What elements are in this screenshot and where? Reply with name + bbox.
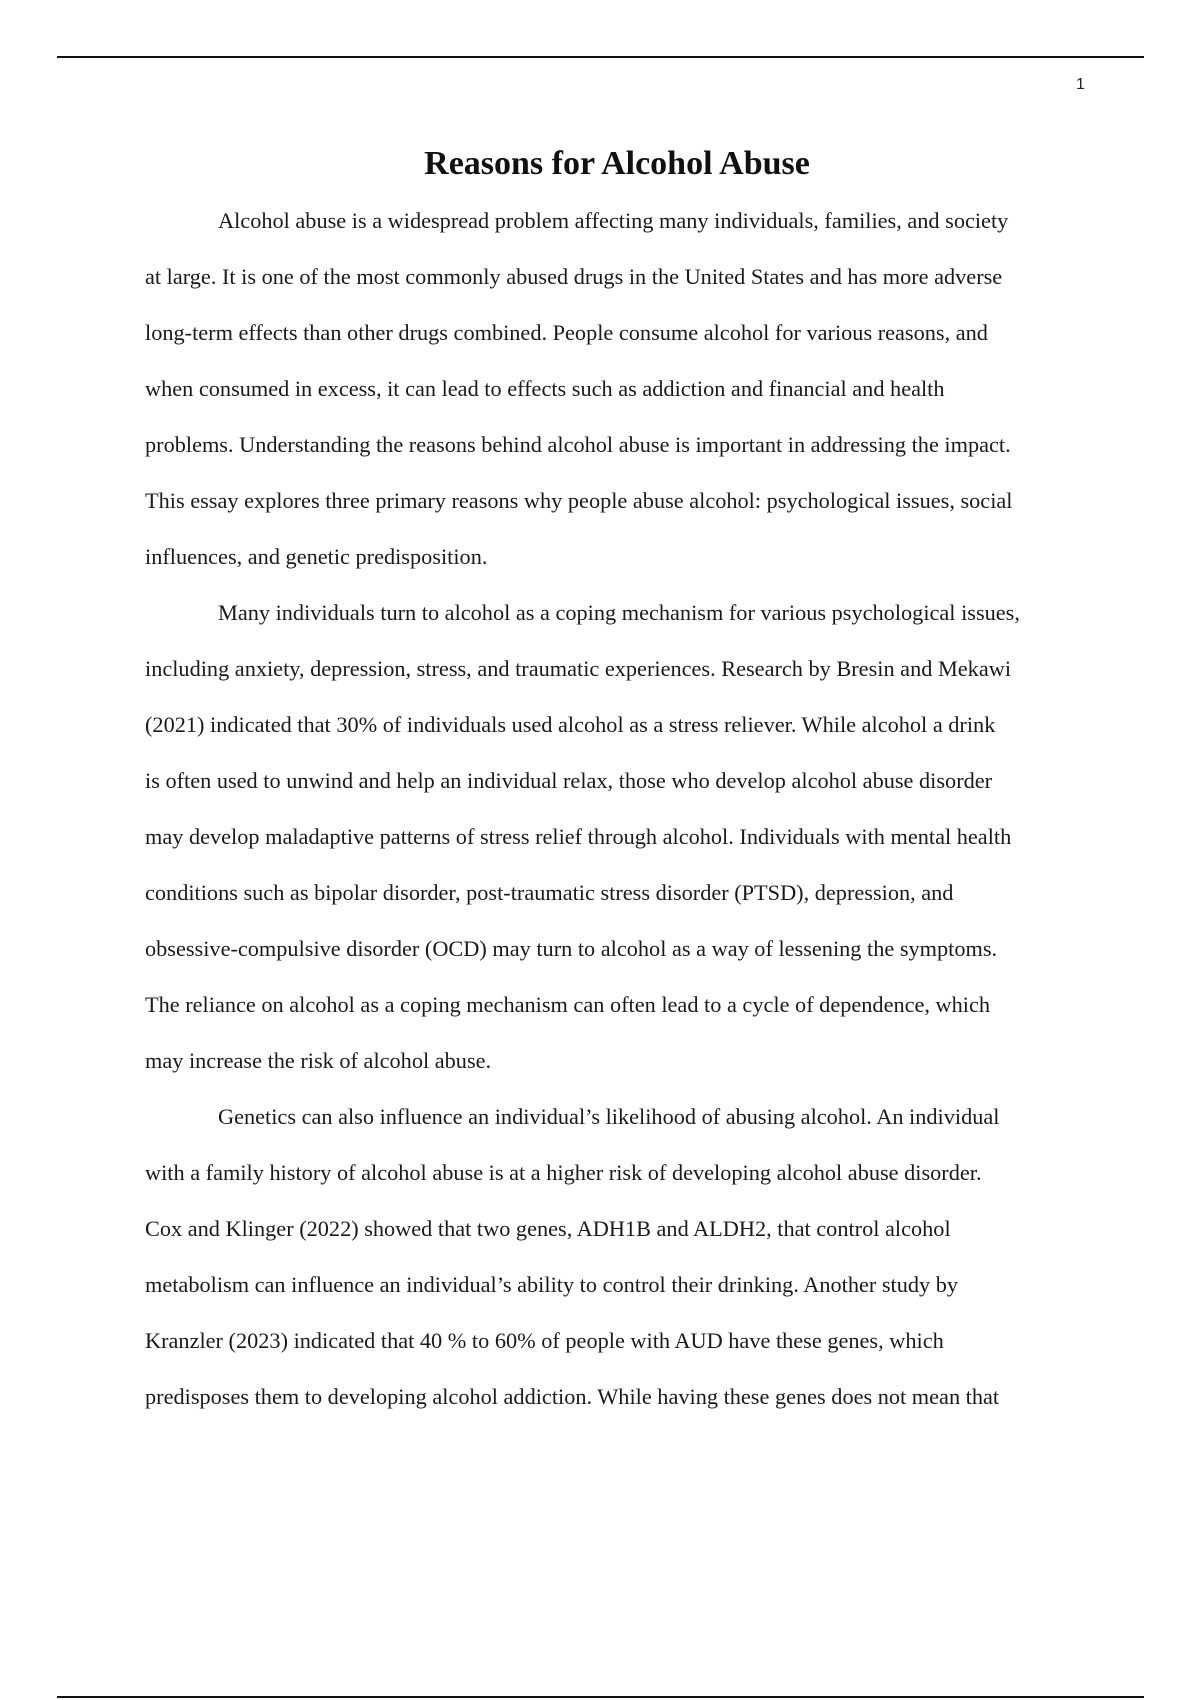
- header-rule: [57, 56, 1144, 58]
- page-number: 1: [1076, 76, 1085, 93]
- paragraph-intro: [145, 193, 1095, 585]
- paragraph-line: including anxiety, depression, stress, and traumatic experiences. Research by Bresin and Mekawi: [145, 656, 1012, 681]
- paragraph-line: Alcohol abuse is a widespread problem affecting many individuals, families, and society: [218, 208, 1009, 233]
- paragraph-line: may develop maladaptive patterns of stress relief through alcohol. Individuals with mental health: [145, 824, 1012, 849]
- paragraph-genetics: [145, 1089, 1095, 1425]
- paragraph-line: Cox and Klinger (2022) showed that two genes, ADH1B and ALDH2, that control alcohol: [145, 1216, 951, 1241]
- paragraph-line: This essay explores three primary reasons why people abuse alcohol: psychological issues, social: [145, 488, 1013, 513]
- footer-rule: [57, 1696, 1144, 1698]
- paragraph-line: (2021) indicated that 30% of individuals used alcohol as a stress reliever. While alcohol a drink: [145, 712, 996, 737]
- document-body: [145, 193, 1095, 1425]
- paragraph-line: Kranzler (2023) indicated that 40 % to 60% of people with AUD have these genes, which: [145, 1328, 944, 1353]
- paragraph-line: predisposes them to developing alcohol addiction. While having these genes does not mean that: [145, 1384, 1000, 1409]
- paragraph-line: at large. It is one of the most commonly abused drugs in the United States and has more adverse: [145, 264, 1003, 289]
- paragraph-line: Many individuals turn to alcohol as a coping mechanism for various psychological issues,: [218, 600, 1020, 625]
- document-title: Reasons for Alcohol Abuse: [424, 145, 810, 182]
- paragraph-psychological: [145, 585, 1095, 1089]
- paragraph-line: obsessive-compulsive disorder (OCD) may turn to alcohol as a way of lessening the symptoms.: [145, 936, 998, 961]
- paragraph-line: when consumed in excess, it can lead to effects such as addiction and financial and health: [145, 376, 945, 401]
- paragraph-line: influences, and genetic predisposition.: [145, 544, 488, 569]
- paragraph-line: with a family history of alcohol abuse is at a higher risk of developing alcohol abuse disorder.: [145, 1160, 982, 1185]
- paragraph-line: long-term effects than other drugs combined. People consume alcohol for various reasons, and: [145, 320, 988, 345]
- paragraph-line: The reliance on alcohol as a coping mechanism can often lead to a cycle of dependence, which: [145, 992, 991, 1017]
- paragraph-line: is often used to unwind and help an individual relax, those who develop alcohol abuse disorder: [145, 768, 993, 793]
- paragraph-line: may increase the risk of alcohol abuse.: [145, 1048, 492, 1073]
- paragraph-line: conditions such as bipolar disorder, post-traumatic stress disorder (PTSD), depression, and: [145, 880, 954, 905]
- paragraph-line: problems. Understanding the reasons behind alcohol abuse is important in addressing the impact.: [145, 432, 1011, 457]
- paragraph-line: Genetics can also influence an individual’s likelihood of abusing alcohol. An individual: [218, 1104, 1000, 1129]
- paragraph-line: metabolism can influence an individual’s ability to control their drinking. Another study by: [145, 1272, 959, 1297]
